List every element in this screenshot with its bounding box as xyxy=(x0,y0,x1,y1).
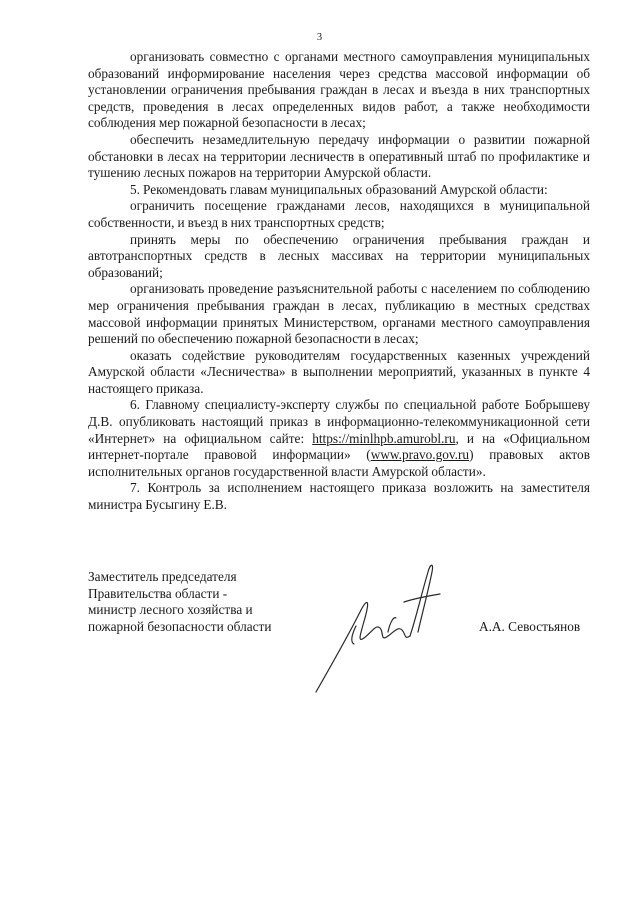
pravo-gov-link[interactable]: www.pravo.gov.ru xyxy=(370,447,470,463)
paragraph-inform-population: организовать совместно с органами местного самоуправления муниципальных образований информирование населения через средства массовой информации об установлении ограничения пребывания граждан в лесах и въезда в них транспортных средств, проведения в лесах определенных видов работ, а также необходимости соблюдения мер пожарной безопасности в лесах; xyxy=(88,49,590,131)
signer-position-line: пожарной безопасности области xyxy=(88,618,272,634)
paragraph-7-control: 7. Контроль за исполнением настоящего приказа возложить на заместителя министра Бусыгину Е.В. xyxy=(88,480,590,513)
paragraph-take-measures: принять меры по обеспечению ограничения пребывания граждан и автотранспортных средств в лесных массивах на территории муниципальных образований; xyxy=(88,231,590,280)
paragraph-6-text-end: ) правовых актов исполнительных органов государственной власти Амурской области». xyxy=(88,447,590,479)
paragraph-6-text-middle: , и на «Официальном интернет-портале правовой информации» ( xyxy=(88,430,590,463)
signer-position-line: министр лесного хозяйства и xyxy=(88,602,253,618)
signer-position-line: Заместитель председателя xyxy=(88,569,237,584)
paragraph-assist-forestries: оказать содействие руководителям государственных казенных учреждений Амурской области «Лесничества» в выполнении мероприятий, указанных в пункте 4 настоящего приказа. xyxy=(88,347,590,396)
document-body xyxy=(88,49,590,514)
paragraph-explanatory-work: организовать проведение разъяснительной работы с населением по соблюдению мер ограничения пребывания граждан в лесах, публикацию в местных средствах массовой информации принятых Министерством, органами местного самоуправления решений по обеспечению пожарной безопасности в лесах; xyxy=(88,281,590,347)
paragraph-6-text-start: 6. Главному специалисту-эксперту службы по специальной работе Бобрышеву Д.В. опубликовать настоящий приказ в информационно-телекоммуникационной сети «Интернет» на официальном сайте: xyxy=(88,397,590,446)
paragraph-restrict-visits: ограничить посещение гражданами лесов, находящихся в муниципальной собственности, и въезд в них транспортных средств; xyxy=(88,198,590,230)
signer-name: А.А. Севостьянов xyxy=(479,619,581,634)
handwritten-signature xyxy=(300,552,470,697)
page-number: 3 xyxy=(316,32,323,43)
paragraph-5-heading: 5. Рекомендовать главам муниципальных образований Амурской области: xyxy=(130,181,548,197)
paragraph-6-publish xyxy=(88,397,590,480)
signer-position-line: Правительства области - xyxy=(88,585,228,601)
ministry-site-link[interactable]: https://minlhpb.amurobl.ru xyxy=(312,430,456,446)
paragraph-fire-situation: обеспечить незамедлительную передачу информации о развитии пожарной обстановки в лесах на территории лесничеств в оперативный штаб по профилактике и тушению лесных пожаров на территории Амурской области. xyxy=(88,131,590,181)
